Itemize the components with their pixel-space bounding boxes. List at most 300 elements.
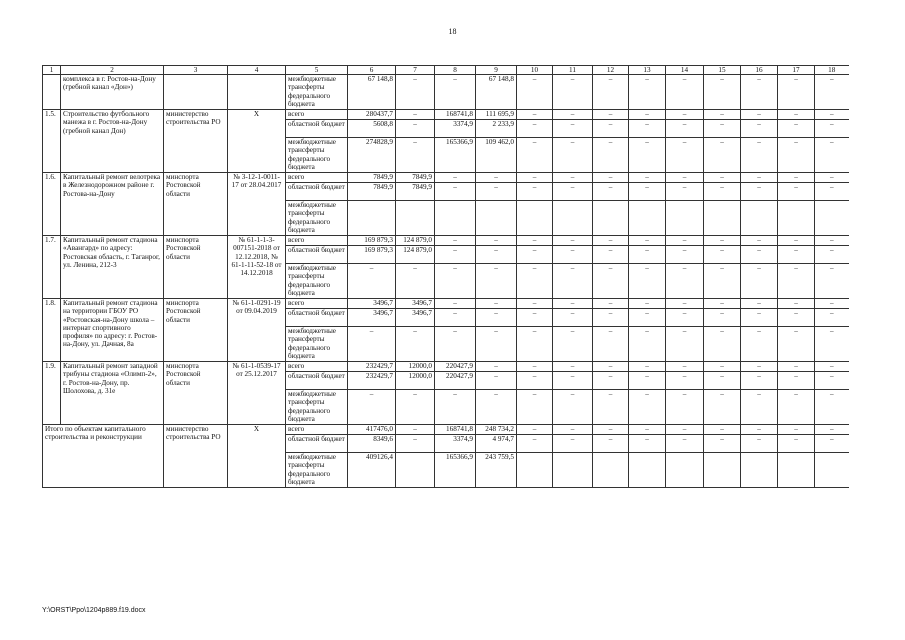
amount-col-6: 274828,9: [348, 138, 396, 173]
amount-col-10: –: [517, 120, 553, 138]
table-body: [43, 66, 849, 488]
amount-col-10: –: [517, 246, 553, 264]
amount-col-6: 232429,7: [348, 372, 396, 390]
column-number-12: 12: [593, 66, 629, 75]
amount-col-12: –: [593, 75, 629, 110]
amount-col-15: –: [704, 236, 741, 246]
column-number-5: 5: [286, 66, 348, 75]
table-row: [43, 425, 849, 435]
funding-source: межбюджетные трансферты федерального бюджета: [286, 453, 348, 488]
amount-col-17: –: [778, 120, 815, 138]
amount-col-15: –: [704, 264, 741, 299]
amount-col-10: –: [517, 264, 553, 299]
amount-col-6: 8349,6: [348, 435, 396, 453]
amount-col-9: –: [476, 327, 517, 362]
amount-col-14: –: [666, 435, 704, 453]
amount-col-13: –: [629, 372, 666, 390]
amount-col-9: 109 462,0: [476, 138, 517, 173]
amount-col-13: –: [629, 299, 666, 309]
executor: минспорта Ростовской области: [164, 173, 228, 236]
amount-col-15: –: [704, 362, 741, 372]
amount-col-11: –: [553, 327, 593, 362]
item-number: 1.7.: [43, 236, 61, 299]
amount-col-18: [815, 453, 849, 488]
amount-col-8: –: [435, 309, 476, 327]
amount-col-12: –: [593, 173, 629, 183]
amount-col-10: –: [517, 327, 553, 362]
column-number-3: 3: [164, 66, 228, 75]
item-number: [43, 75, 61, 110]
table-row: [43, 173, 849, 183]
amount-col-9: 67 148,8: [476, 75, 517, 110]
amount-col-7: –: [396, 327, 435, 362]
amount-col-17: [778, 453, 815, 488]
funding-source: всего: [286, 299, 348, 309]
amount-col-7: 7849,9: [396, 183, 435, 201]
amount-col-9: 248 734,2: [476, 425, 517, 435]
amount-col-8: –: [435, 183, 476, 201]
amount-col-10: [517, 201, 553, 236]
amount-col-11: –: [553, 425, 593, 435]
amount-col-6: [348, 201, 396, 236]
object-name: Строительство футбольного манежа в г. Ростов-на-Дону (гребной канал Дон): [61, 110, 164, 173]
item-number: 1.8.: [43, 299, 61, 362]
funding-source: всего: [286, 173, 348, 183]
amount-col-17: –: [778, 435, 815, 453]
document-ref: Х: [228, 425, 286, 488]
column-number-9: 9: [476, 66, 517, 75]
amount-col-7: –: [396, 264, 435, 299]
amount-col-18: –: [815, 75, 849, 110]
amount-col-11: –: [553, 236, 593, 246]
amount-col-16: –: [741, 264, 778, 299]
amount-col-18: –: [815, 390, 849, 425]
amount-col-18: –: [815, 236, 849, 246]
amount-col-15: –: [704, 327, 741, 362]
amount-col-10: –: [517, 435, 553, 453]
amount-col-8: –: [435, 327, 476, 362]
amount-col-16: –: [741, 435, 778, 453]
amount-col-18: –: [815, 327, 849, 362]
amount-col-17: –: [778, 173, 815, 183]
amount-col-6: 409126,4: [348, 453, 396, 488]
funding-source: всего: [286, 236, 348, 246]
amount-col-6: 169 879,3: [348, 246, 396, 264]
amount-col-7: –: [396, 435, 435, 453]
amount-col-17: –: [778, 183, 815, 201]
amount-col-9: 111 695,9: [476, 110, 517, 120]
column-number-10: 10: [517, 66, 553, 75]
amount-col-6: 3496,7: [348, 309, 396, 327]
amount-col-6: 280437,7: [348, 110, 396, 120]
amount-col-11: –: [553, 362, 593, 372]
object-name: Капитальный ремонт велотрека в Железнодорожном районе г. Ростова-на-Дону: [61, 173, 164, 236]
amount-col-16: –: [741, 183, 778, 201]
amount-col-7: –: [396, 120, 435, 138]
amount-col-9: 2 233,9: [476, 120, 517, 138]
amount-col-11: –: [553, 246, 593, 264]
amount-col-15: –: [704, 372, 741, 390]
amount-col-14: –: [666, 110, 704, 120]
amount-col-15: –: [704, 425, 741, 435]
funding-source: всего: [286, 425, 348, 435]
amount-col-17: –: [778, 390, 815, 425]
amount-col-11: [553, 201, 593, 236]
amount-col-6: 3496,7: [348, 299, 396, 309]
amount-col-10: –: [517, 183, 553, 201]
amount-col-16: –: [741, 327, 778, 362]
object-name: Капитальный ремонт стадиона «Авангард» по адресу: Ростовская область, г. Таганрог, ул. Ленина, 212-3: [61, 236, 164, 299]
amount-col-6: –: [348, 264, 396, 299]
amount-col-16: –: [741, 362, 778, 372]
amount-col-11: –: [553, 264, 593, 299]
amount-col-12: –: [593, 120, 629, 138]
column-number-8: 8: [435, 66, 476, 75]
amount-col-14: –: [666, 309, 704, 327]
column-number-14: 14: [666, 66, 704, 75]
amount-col-7: 12000,0: [396, 372, 435, 390]
amount-col-10: [517, 453, 553, 488]
amount-col-15: –: [704, 246, 741, 264]
amount-col-11: –: [553, 183, 593, 201]
funding-source: всего: [286, 110, 348, 120]
amount-col-10: –: [517, 309, 553, 327]
amount-col-18: –: [815, 138, 849, 173]
amount-col-11: –: [553, 299, 593, 309]
funding-source: областной бюджет: [286, 309, 348, 327]
document-ref: № 61-1-0539-17 от 25.12.2017: [228, 362, 286, 425]
amount-col-11: –: [553, 435, 593, 453]
amount-col-16: –: [741, 75, 778, 110]
amount-col-16: –: [741, 173, 778, 183]
table-row: [43, 236, 849, 246]
amount-col-8: [435, 201, 476, 236]
funding-source: межбюджетные трансферты федерального бюджета: [286, 264, 348, 299]
object-name: комплекса в г. Ростов-на-Дону (гребной канал «Дон»): [61, 75, 164, 110]
amount-col-17: –: [778, 236, 815, 246]
amount-col-15: –: [704, 435, 741, 453]
amount-col-10: –: [517, 138, 553, 173]
amount-col-14: –: [666, 120, 704, 138]
page-number: 18: [448, 27, 457, 36]
amount-col-17: –: [778, 327, 815, 362]
amount-col-9: –: [476, 362, 517, 372]
amount-col-18: –: [815, 372, 849, 390]
document-ref: № 3-12-1-0011-17 от 28.04.2017: [228, 173, 286, 236]
amount-col-16: [741, 201, 778, 236]
amount-col-15: –: [704, 120, 741, 138]
amount-col-7: –: [396, 390, 435, 425]
amount-col-6: 7849,9: [348, 183, 396, 201]
table-row: [43, 299, 849, 309]
amount-col-18: –: [815, 173, 849, 183]
amount-col-11: –: [553, 372, 593, 390]
amount-col-18: –: [815, 425, 849, 435]
amount-col-15: –: [704, 110, 741, 120]
amount-col-7: 124 879,0: [396, 236, 435, 246]
column-number-6: 6: [348, 66, 396, 75]
amount-col-14: –: [666, 362, 704, 372]
amount-col-14: –: [666, 236, 704, 246]
document-ref: Х: [228, 110, 286, 173]
amount-col-13: –: [629, 183, 666, 201]
amount-col-16: –: [741, 120, 778, 138]
column-number-row: [43, 66, 849, 75]
item-number: 1.9.: [43, 362, 61, 425]
amount-col-8: –: [435, 236, 476, 246]
amount-col-11: –: [553, 138, 593, 173]
amount-col-14: –: [666, 246, 704, 264]
amount-col-16: –: [741, 299, 778, 309]
total-label: Итого по объектам капитального строительства и реконструкции: [43, 425, 164, 488]
amount-col-17: –: [778, 309, 815, 327]
amount-col-18: –: [815, 246, 849, 264]
funding-source: межбюджетные трансферты федерального бюджета: [286, 327, 348, 362]
amount-col-9: 243 759,5: [476, 453, 517, 488]
amount-col-18: –: [815, 264, 849, 299]
amount-col-15: –: [704, 299, 741, 309]
amount-col-17: –: [778, 425, 815, 435]
amount-col-7: 12000,0: [396, 362, 435, 372]
amount-col-16: –: [741, 372, 778, 390]
amount-col-13: –: [629, 309, 666, 327]
amount-col-16: –: [741, 246, 778, 264]
amount-col-7: [396, 453, 435, 488]
amount-col-7: –: [396, 138, 435, 173]
object-name: Капитальный ремонт западной трибуны стадиона «Олимп-2», г. Ростов-на-Дону, пр. Шолохова, д. 31е: [61, 362, 164, 425]
amount-col-18: –: [815, 435, 849, 453]
amount-col-9: –: [476, 264, 517, 299]
amount-col-17: –: [778, 75, 815, 110]
amount-col-6: 67 148,8: [348, 75, 396, 110]
amount-col-15: –: [704, 75, 741, 110]
amount-col-14: –: [666, 372, 704, 390]
amount-col-18: –: [815, 362, 849, 372]
amount-col-9: –: [476, 372, 517, 390]
amount-col-7: [396, 201, 435, 236]
column-number-15: 15: [704, 66, 741, 75]
document-ref: [228, 75, 286, 110]
column-number-17: 17: [778, 66, 815, 75]
amount-col-18: [815, 201, 849, 236]
amount-col-18: –: [815, 183, 849, 201]
amount-col-18: –: [815, 120, 849, 138]
funding-source: межбюджетные трансферты федерального бюджета: [286, 201, 348, 236]
amount-col-9: –: [476, 309, 517, 327]
amount-col-6: 417476,0: [348, 425, 396, 435]
amount-col-8: 165366,9: [435, 138, 476, 173]
amount-col-14: –: [666, 173, 704, 183]
amount-col-15: [704, 201, 741, 236]
amount-col-14: –: [666, 390, 704, 425]
document-ref: № 61-1-1-3-007151-2018 от 12.12.2018, № 61-1-11-52-18 от 14.12.2018: [228, 236, 286, 299]
amount-col-8: –: [435, 299, 476, 309]
funding-source: областной бюджет: [286, 246, 348, 264]
document-ref: № 61-1-0291-19 от 09.04.2019: [228, 299, 286, 362]
amount-col-15: –: [704, 138, 741, 173]
funding-source: межбюджетные трансферты федерального бюджета: [286, 390, 348, 425]
amount-col-9: –: [476, 390, 517, 425]
amount-col-12: –: [593, 138, 629, 173]
amount-col-6: –: [348, 390, 396, 425]
amount-col-10: –: [517, 372, 553, 390]
amount-col-8: 165366,9: [435, 453, 476, 488]
amount-col-9: –: [476, 183, 517, 201]
amount-col-12: –: [593, 309, 629, 327]
amount-col-8: 168741,8: [435, 425, 476, 435]
amount-col-13: –: [629, 120, 666, 138]
column-number-1: 1: [43, 66, 61, 75]
funding-source: областной бюджет: [286, 435, 348, 453]
amount-col-17: –: [778, 246, 815, 264]
amount-col-15: –: [704, 309, 741, 327]
amount-col-17: [778, 201, 815, 236]
amount-col-15: –: [704, 390, 741, 425]
amount-col-16: –: [741, 138, 778, 173]
amount-col-12: –: [593, 327, 629, 362]
funding-source: областной бюджет: [286, 372, 348, 390]
amount-col-16: –: [741, 110, 778, 120]
amount-col-8: –: [435, 173, 476, 183]
amount-col-11: –: [553, 75, 593, 110]
amount-col-9: –: [476, 236, 517, 246]
amount-col-12: –: [593, 372, 629, 390]
executor: минспорта Ростовской области: [164, 299, 228, 362]
amount-col-17: –: [778, 110, 815, 120]
amount-col-13: –: [629, 362, 666, 372]
amount-col-13: –: [629, 110, 666, 120]
amount-col-10: –: [517, 390, 553, 425]
funding-source: областной бюджет: [286, 120, 348, 138]
amount-col-14: –: [666, 327, 704, 362]
amount-col-9: 4 974,7: [476, 435, 517, 453]
amount-col-10: –: [517, 362, 553, 372]
amount-col-14: [666, 453, 704, 488]
amount-col-13: –: [629, 236, 666, 246]
amount-col-10: –: [517, 236, 553, 246]
amount-col-6: –: [348, 327, 396, 362]
amount-col-7: –: [396, 75, 435, 110]
amount-col-10: –: [517, 173, 553, 183]
amount-col-6: 169 879,3: [348, 236, 396, 246]
amount-col-12: –: [593, 362, 629, 372]
budget-table: [42, 65, 849, 488]
amount-col-14: –: [666, 264, 704, 299]
amount-col-12: –: [593, 110, 629, 120]
amount-col-12: –: [593, 236, 629, 246]
amount-col-13: –: [629, 138, 666, 173]
amount-col-14: –: [666, 425, 704, 435]
amount-col-8: 168741,8: [435, 110, 476, 120]
amount-col-17: –: [778, 138, 815, 173]
amount-col-15: –: [704, 173, 741, 183]
column-number-13: 13: [629, 66, 666, 75]
amount-col-17: –: [778, 299, 815, 309]
amount-col-13: –: [629, 173, 666, 183]
amount-col-16: –: [741, 236, 778, 246]
table-row: [43, 75, 849, 110]
amount-col-7: –: [396, 425, 435, 435]
amount-col-12: [593, 453, 629, 488]
amount-col-6: 7849,9: [348, 173, 396, 183]
amount-col-17: –: [778, 362, 815, 372]
amount-col-13: –: [629, 435, 666, 453]
amount-col-12: –: [593, 246, 629, 264]
amount-col-12: –: [593, 264, 629, 299]
funding-source: всего: [286, 362, 348, 372]
amount-col-12: –: [593, 390, 629, 425]
amount-col-13: [629, 453, 666, 488]
amount-col-14: –: [666, 183, 704, 201]
amount-col-7: 3496,7: [396, 299, 435, 309]
amount-col-6: 232429,7: [348, 362, 396, 372]
amount-col-13: –: [629, 246, 666, 264]
amount-col-12: [593, 201, 629, 236]
amount-col-9: [476, 201, 517, 236]
amount-col-7: –: [396, 110, 435, 120]
amount-col-8: 3374,9: [435, 435, 476, 453]
table-row: [43, 362, 849, 372]
amount-col-7: 7849,9: [396, 173, 435, 183]
column-number-2: 2: [61, 66, 164, 75]
column-number-4: 4: [228, 66, 286, 75]
executor: министерство строительства РО: [164, 110, 228, 173]
amount-col-15: –: [704, 183, 741, 201]
amount-col-16: [741, 453, 778, 488]
amount-col-18: –: [815, 309, 849, 327]
amount-col-8: 220427,9: [435, 372, 476, 390]
amount-col-18: –: [815, 110, 849, 120]
amount-col-14: –: [666, 75, 704, 110]
column-number-7: 7: [396, 66, 435, 75]
item-number: 1.6.: [43, 173, 61, 236]
amount-col-11: [553, 453, 593, 488]
amount-col-10: –: [517, 75, 553, 110]
amount-col-8: –: [435, 390, 476, 425]
amount-col-7: 124 879,0: [396, 246, 435, 264]
executor: минспорта Ростовской области: [164, 236, 228, 299]
amount-col-17: –: [778, 372, 815, 390]
amount-col-16: –: [741, 309, 778, 327]
amount-col-7: 3496,7: [396, 309, 435, 327]
amount-col-8: 3374,9: [435, 120, 476, 138]
amount-col-12: –: [593, 299, 629, 309]
amount-col-15: [704, 453, 741, 488]
amount-col-14: –: [666, 299, 704, 309]
amount-col-9: –: [476, 173, 517, 183]
funding-source: областной бюджет: [286, 183, 348, 201]
amount-col-16: –: [741, 425, 778, 435]
object-name: Капитальный ремонт стадиона на территории ГБОУ РО «Ростовская-на-Дону школа – интернат спортивного профиля» по адресу: г. Ростов-на-Дону, ул. Дачная, 8а: [61, 299, 164, 362]
amount-col-11: –: [553, 110, 593, 120]
amount-col-11: –: [553, 120, 593, 138]
amount-col-18: –: [815, 299, 849, 309]
amount-col-13: –: [629, 425, 666, 435]
amount-col-14: [666, 201, 704, 236]
amount-col-13: –: [629, 390, 666, 425]
footer-file-path: Y:\ORST\Ppo\1204p889.f19.docx: [42, 607, 146, 614]
column-number-11: 11: [553, 66, 593, 75]
amount-col-13: –: [629, 264, 666, 299]
amount-col-13: –: [629, 75, 666, 110]
amount-col-13: –: [629, 327, 666, 362]
amount-col-8: –: [435, 75, 476, 110]
executor: [164, 75, 228, 110]
funding-source: межбюджетные трансферты федерального бюджета: [286, 138, 348, 173]
amount-col-12: –: [593, 183, 629, 201]
amount-col-8: –: [435, 264, 476, 299]
amount-col-13: [629, 201, 666, 236]
